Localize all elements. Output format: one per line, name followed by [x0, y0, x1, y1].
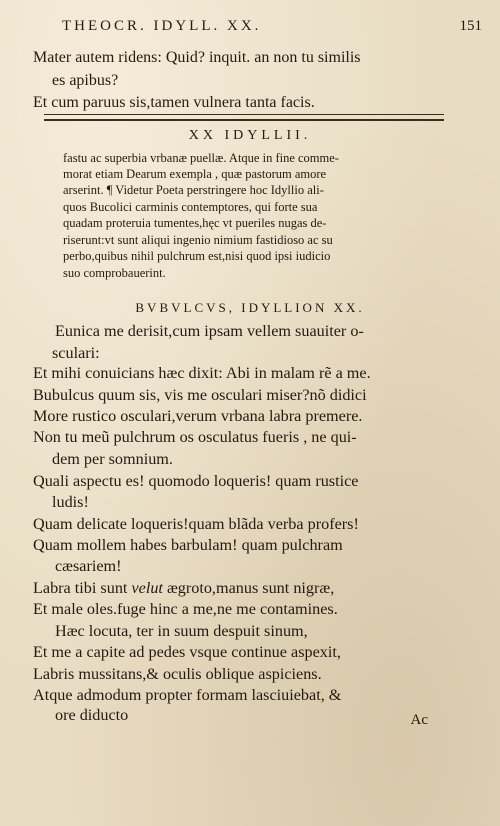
argument-line: morat etiam Dearum exempla , quæ pastorum amore [63, 167, 327, 181]
poem-line: Labra tibi sunt velut ægroto,manus sunt nigræ, [33, 579, 335, 597]
poem-line: Et male oles.fuge hinc a me,ne me contamines. [33, 600, 338, 618]
section-title: XX IDYLLII. [188, 128, 312, 143]
poem-line: Bubulcus quum sis, vis me osculari miser?nõ didici [33, 386, 367, 404]
argument-line: fastu ac superbia vrbanæ puellæ. Atque in fine comme- [63, 151, 339, 165]
verse-line: Mater autem ridens: Quid? inquit. an non tu similis [33, 49, 361, 66]
page-number: 151 [459, 18, 482, 34]
poem-line: Quali aspectu es! quomodo loqueris! quam rustice [33, 472, 359, 490]
catchword: Ac [410, 712, 428, 728]
running-title: THEOCR. IDYLL. XX. [62, 18, 262, 34]
verse-line: es apibus? [52, 72, 119, 89]
divider-rule [44, 114, 444, 115]
argument-line: suo comprobauerint. [63, 266, 166, 280]
poem-line: More rustico osculari,verum vrbana labra premere. [33, 407, 363, 425]
running-header [62, 18, 482, 40]
poem-line: Labris mussitans,& oculis oblique aspiciens. [33, 665, 322, 683]
argument-line: quadam proteruia tumentes,hęc vt pueriles nugas de- [63, 216, 327, 230]
poem-line: Quam mollem habes barbulam! quam pulchram [33, 536, 343, 554]
poem-line: Atque admodum propter formam lasciuiebat, & [33, 686, 342, 704]
poem-line: Et mihi conuicians hæc dixit: Abi in malam rẽ a me. [33, 364, 371, 382]
poem-line: Eunica me derisit,cum ipsam vellem suauiter o- [55, 322, 364, 340]
divider-rule [44, 119, 444, 121]
verse-line: Et cum paruus sis,tamen vulnera tanta facis. [33, 94, 315, 111]
argument-line: quos Bucolici carminis contemptores, qui forte sua [63, 200, 318, 214]
poem-line: Non tu meũ pulchrum os osculatus fueris , ne qui- [33, 428, 357, 446]
poem-line: ore diducto [55, 706, 129, 724]
poem-line: dem per somnium. [52, 450, 173, 468]
argument-line: perbo,quibus nihil pulchrum est,nisi quod ipsi iudicio [63, 249, 331, 263]
poem-line: ludis! [52, 493, 89, 511]
poem-line: Hæc locuta, ter in suum despuit sinum, [55, 622, 308, 640]
poem-line: Et me a capite ad pedes vsque continue aspexit, [33, 643, 341, 661]
argument-line: arserint. ¶ Videtur Poeta perstringere hoc Idyllio ali- [63, 183, 324, 197]
poem-line: cæsariem! [55, 557, 122, 575]
idyll-heading: BVBVLCVS, IDYLLION XX. [135, 300, 365, 315]
argument-line: riserunt:vt sunt aliqui ingenio nimium fastidioso ac su [63, 233, 333, 247]
poem-line: sculari: [52, 344, 100, 362]
poem-line: Quam delicate loqueris!quam blãda verba profers! [33, 515, 359, 533]
